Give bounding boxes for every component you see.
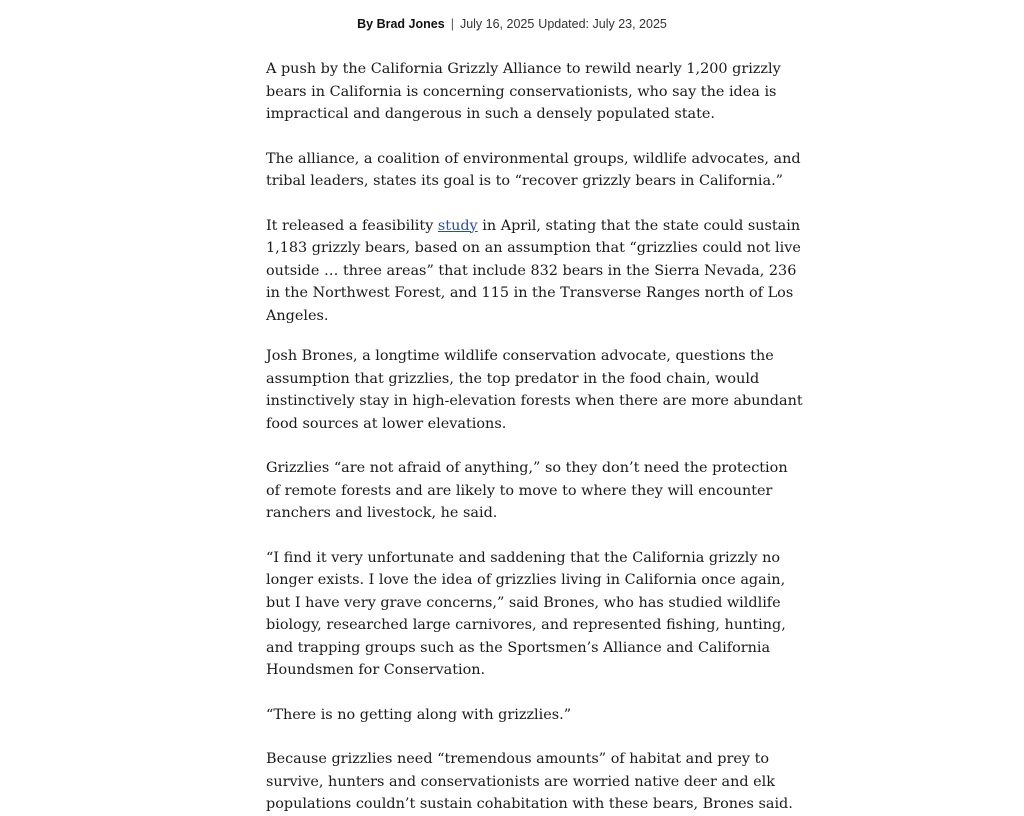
paragraph-3-text-start: It released a feasibility (266, 217, 438, 234)
paragraph-3 (266, 215, 806, 328)
paragraph-3-text-end: in April, stating that the state could sustain 1,183 grizzly bears, based on an assumption that “grizzlies could not live outside … three areas” that include 832 bears in the Sierra Nevada, 236 in the Northwest Forest, and 115 in the Transverse Ranges north of Los Angeles. (266, 217, 801, 324)
updated-date: Updated: July 23, 2025 (538, 17, 667, 31)
article-body (266, 56, 806, 816)
paragraph-1: A push by the California Grizzly Alliance to rewild nearly 1,200 grizzly bears in California is concerning conservationists, who say the idea is impractical and dangerous in such a densely populated state. (266, 61, 781, 122)
byline-separator: | (450, 17, 454, 31)
byline-author[interactable] (357, 17, 445, 31)
paragraph-5: Grizzlies “are not afraid of anything,” so they don’t need the protection of remote forests and are likely to move to where they will encounter ranchers and livestock, he said. (266, 460, 788, 521)
study-link[interactable]: study (437, 217, 478, 234)
paragraph-2: The alliance, a coalition of environmental groups, wildlife advocates, and tribal leaders, states its goal is to “recover grizzly bears in California.” (266, 150, 801, 189)
author-name[interactable]: Brad Jones (376, 17, 445, 31)
byline (0, 15, 1024, 33)
byline-prefix: By (357, 17, 374, 31)
paragraph-6: “I find it very unfortunate and saddening that the California grizzly no longer exists. I love the idea of grizzlies living in California once again, but I have very grave concerns,” said Brones, who has studied wildlife biology, researched large carnivores, and represented fishing, hunting, and trapping groups such as the Sportsmen’s Alliance and California Houndsmen for Conservation. (266, 549, 786, 678)
paragraph-7: “There is no getting along with grizzlies.” (266, 706, 572, 723)
paragraph-4: Josh Brones, a longtime wildlife conservation advocate, questions the assumption that grizzlies, the top predator in the food chain, would instinctively stay in high-elevation forests when there are more abundant food sources at lower elevations. (266, 348, 803, 432)
paragraph-8: Because grizzlies need “tremendous amounts” of habitat and prey to survive, hunters and conservationists are worried native deer and elk populations couldn’t sustain cohabitation with these bears, Brones said. (266, 751, 793, 812)
published-date: July 16, 2025 (459, 17, 535, 31)
